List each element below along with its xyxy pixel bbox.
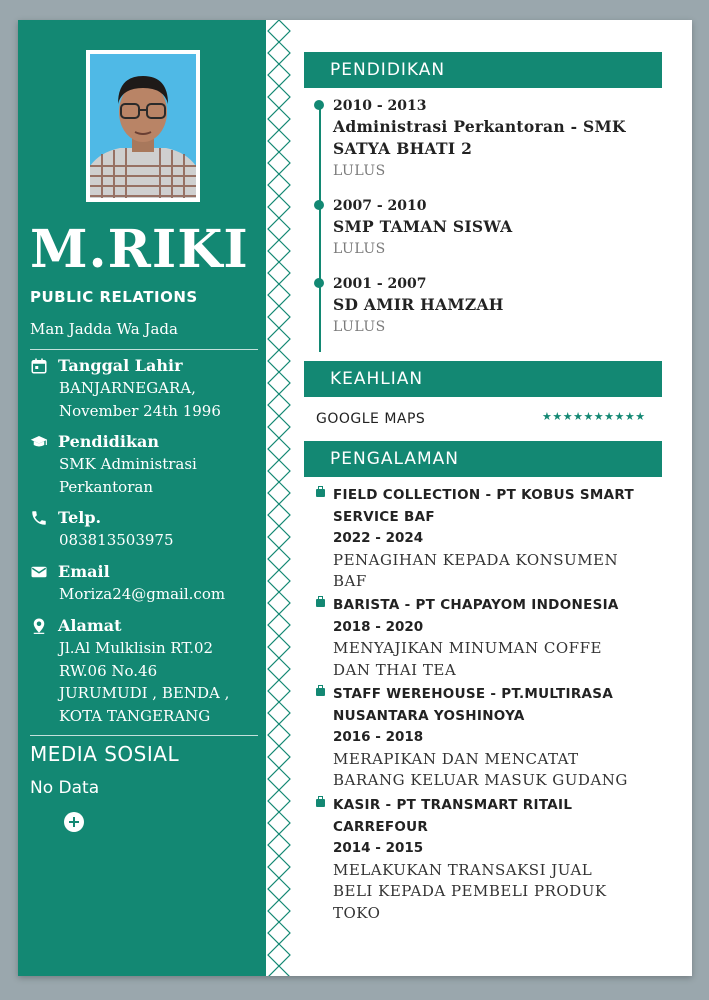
info-address-line-4: KOTA TANGERANG — [59, 706, 211, 725]
experience-desc-line-2: BAF — [333, 572, 367, 590]
info-address-line-2: RW.06 No.46 — [59, 661, 158, 680]
section-header-experience: PENGALAMAN — [304, 441, 662, 477]
diamond-ornament — [268, 812, 290, 834]
diamond-ornament — [268, 658, 290, 680]
timeline-dot — [314, 200, 324, 210]
diamond-ornament — [268, 218, 290, 240]
calendar-icon — [30, 357, 48, 375]
diamond-ornament — [268, 174, 290, 196]
experience-title-line-1: BARISTA - PT CHAPAYOM INDONESIA — [333, 597, 619, 613]
education-status: LULUS — [333, 319, 386, 335]
info-birth-line-1: BANJARNEGARA, — [59, 379, 196, 397]
experience-years: 2022 - 2024 — [333, 530, 424, 546]
profile-photo-frame — [86, 50, 200, 202]
experience-title-line-2: SERVICE BAF — [333, 508, 435, 525]
social-media-title: MEDIA SOSIAL — [30, 742, 180, 766]
diamond-ornament — [268, 702, 290, 724]
diamond-ornament — [268, 394, 290, 416]
experience-desc-line-2: DAN THAI TEA — [333, 660, 457, 679]
diamond-ornament — [268, 768, 290, 790]
education-school-line-1: SD AMIR HAMZAH — [333, 295, 504, 314]
education-school-line-1: SMP TAMAN SISWA — [333, 217, 513, 236]
experience-desc-line-1: MELAKUKAN TRANSAKSI JUAL — [333, 860, 593, 879]
profile-name: M.RIKI — [30, 219, 249, 280]
info-birth-label: Tanggal Lahir — [58, 356, 183, 375]
diamond-ornament — [268, 20, 290, 42]
experience-title-line-1: STAFF WEREHOUSE - PT.MULTIRASA — [333, 686, 614, 702]
diamond-ornament — [268, 350, 290, 372]
timeline-dot — [314, 100, 324, 110]
diamond-ornament — [268, 636, 290, 658]
info-email — [30, 562, 262, 606]
education-school-line-2: SATYA BHATI 2 — [333, 139, 473, 158]
diamond-ornament — [268, 878, 290, 900]
profile-motto: Man Jadda Wa Jada — [30, 320, 178, 338]
briefcase-icon — [316, 688, 325, 696]
briefcase-icon — [316, 489, 325, 497]
profile-photo — [90, 54, 196, 198]
diamond-ornament — [268, 834, 290, 856]
diamond-ornament — [268, 592, 290, 614]
experience-item — [333, 595, 673, 681]
experience-desc-line-1: MENYAJIKAN MINUMAN COFFE — [333, 639, 602, 657]
diamond-ornament — [268, 900, 290, 922]
info-address-line-1: Jl.Al Mulklisin RT.02 — [59, 639, 214, 657]
diamond-ornament — [268, 130, 290, 152]
info-education-label: Pendidikan — [58, 432, 160, 451]
experience-title-line-2: NUSANTARA YOSHINOYA — [333, 707, 525, 724]
sidebar — [18, 20, 266, 976]
social-media-empty: No Data — [30, 778, 100, 798]
experience-years: 2018 - 2020 — [333, 618, 424, 635]
diamond-ornament — [268, 416, 290, 438]
education-status: LULUS — [333, 241, 386, 257]
mail-icon — [30, 563, 48, 581]
diamond-ornament — [268, 944, 290, 966]
diamond-ornament — [268, 108, 290, 130]
diamond-ornament — [268, 724, 290, 746]
diamond-ornament — [268, 262, 290, 284]
experience-title-line-2: CARREFOUR — [333, 818, 429, 835]
experience-desc-line-3: TOKO — [333, 903, 381, 922]
diamond-ornament — [268, 614, 290, 636]
diamond-border-decoration — [266, 20, 292, 976]
sidebar-divider — [30, 349, 258, 350]
graduation-cap-icon — [30, 433, 48, 451]
diamond-ornament — [268, 966, 290, 976]
plus-circle-icon[interactable] — [64, 812, 84, 832]
experience-title-line-1: KASIR - PT TRANSMART RITAIL — [333, 797, 573, 813]
info-email-label: Email — [58, 562, 110, 581]
diamond-ornament — [268, 790, 290, 812]
diamond-ornament — [268, 240, 290, 262]
skill-name: GOOGLE MAPS — [316, 411, 426, 427]
sidebar-divider-2 — [30, 735, 258, 736]
diamond-ornament — [268, 548, 290, 570]
experience-desc-line-2: BELI KEPADA PEMBELI PRODUK — [333, 882, 607, 900]
diamond-ornament — [268, 504, 290, 526]
diamond-ornament — [268, 460, 290, 482]
info-education — [30, 432, 262, 498]
education-school-line-1: Administrasi Perkantoran - SMK — [333, 117, 626, 136]
experience-title-line-1: FIELD COLLECTION - PT KOBUS SMART — [333, 487, 635, 503]
education-item — [333, 196, 673, 260]
diamond-ornament — [268, 328, 290, 350]
section-header-skills: KEAHLIAN — [304, 361, 662, 397]
experience-item — [333, 684, 673, 792]
diamond-ornament — [268, 196, 290, 218]
diamond-ornament — [268, 86, 290, 108]
diamond-ornament — [268, 438, 290, 460]
education-years: 2007 - 2010 — [333, 198, 427, 214]
education-item — [333, 274, 673, 338]
info-education-line-2: Perkantoran — [59, 477, 153, 496]
diamond-ornament — [268, 482, 290, 504]
info-address-line-3: JURUMUDI , BENDA , — [59, 684, 230, 702]
diamond-ornament — [268, 680, 290, 702]
phone-icon — [30, 509, 48, 527]
education-timeline — [319, 102, 321, 352]
info-phone — [30, 508, 262, 552]
experience-years: 2016 - 2018 — [333, 729, 424, 745]
diamond-ornament — [268, 856, 290, 878]
diamond-ornament — [268, 372, 290, 394]
section-header-education: PENDIDIKAN — [304, 52, 662, 88]
info-address — [30, 616, 262, 727]
diamond-ornament — [268, 526, 290, 548]
experience-desc-line-2: BARANG KELUAR MASUK GUDANG — [333, 771, 628, 789]
experience-desc-line-1: MERAPIKAN DAN MENCATAT — [333, 749, 579, 768]
education-status: LULUS — [333, 163, 386, 179]
diamond-ornament — [268, 306, 290, 328]
skill-rating-stars: ★★★★★★★★★★ — [542, 410, 646, 423]
briefcase-icon — [316, 799, 325, 807]
info-birth-line-2: November 24th 1996 — [59, 401, 221, 420]
info-education-line-1: SMK Administrasi — [59, 455, 197, 473]
diamond-ornament — [268, 570, 290, 592]
info-address-label: Alamat — [58, 616, 122, 635]
experience-desc-line-1: PENAGIHAN KEPADA KONSUMEN — [333, 550, 619, 569]
diamond-ornament — [268, 746, 290, 768]
info-email-value: Moriza24@gmail.com — [59, 585, 226, 603]
briefcase-icon — [316, 599, 325, 607]
main-content — [292, 20, 692, 976]
diamond-ornament — [268, 152, 290, 174]
info-phone-value: 083813503975 — [59, 531, 174, 549]
location-pin-icon — [30, 617, 48, 635]
diamond-ornament — [268, 922, 290, 944]
profile-role: PUBLIC RELATIONS — [30, 288, 198, 306]
experience-item — [333, 795, 673, 924]
education-item — [333, 96, 673, 182]
education-years: 2010 - 2013 — [333, 98, 427, 114]
cv-page — [18, 20, 692, 976]
diamond-ornament — [268, 284, 290, 306]
experience-item — [333, 485, 673, 593]
education-years: 2001 - 2007 — [333, 276, 427, 292]
experience-years: 2014 - 2015 — [333, 840, 424, 856]
diamond-ornament — [268, 42, 290, 64]
diamond-ornament — [268, 64, 290, 86]
info-birth — [30, 356, 262, 422]
info-phone-label: Telp. — [58, 508, 102, 527]
timeline-dot — [314, 278, 324, 288]
